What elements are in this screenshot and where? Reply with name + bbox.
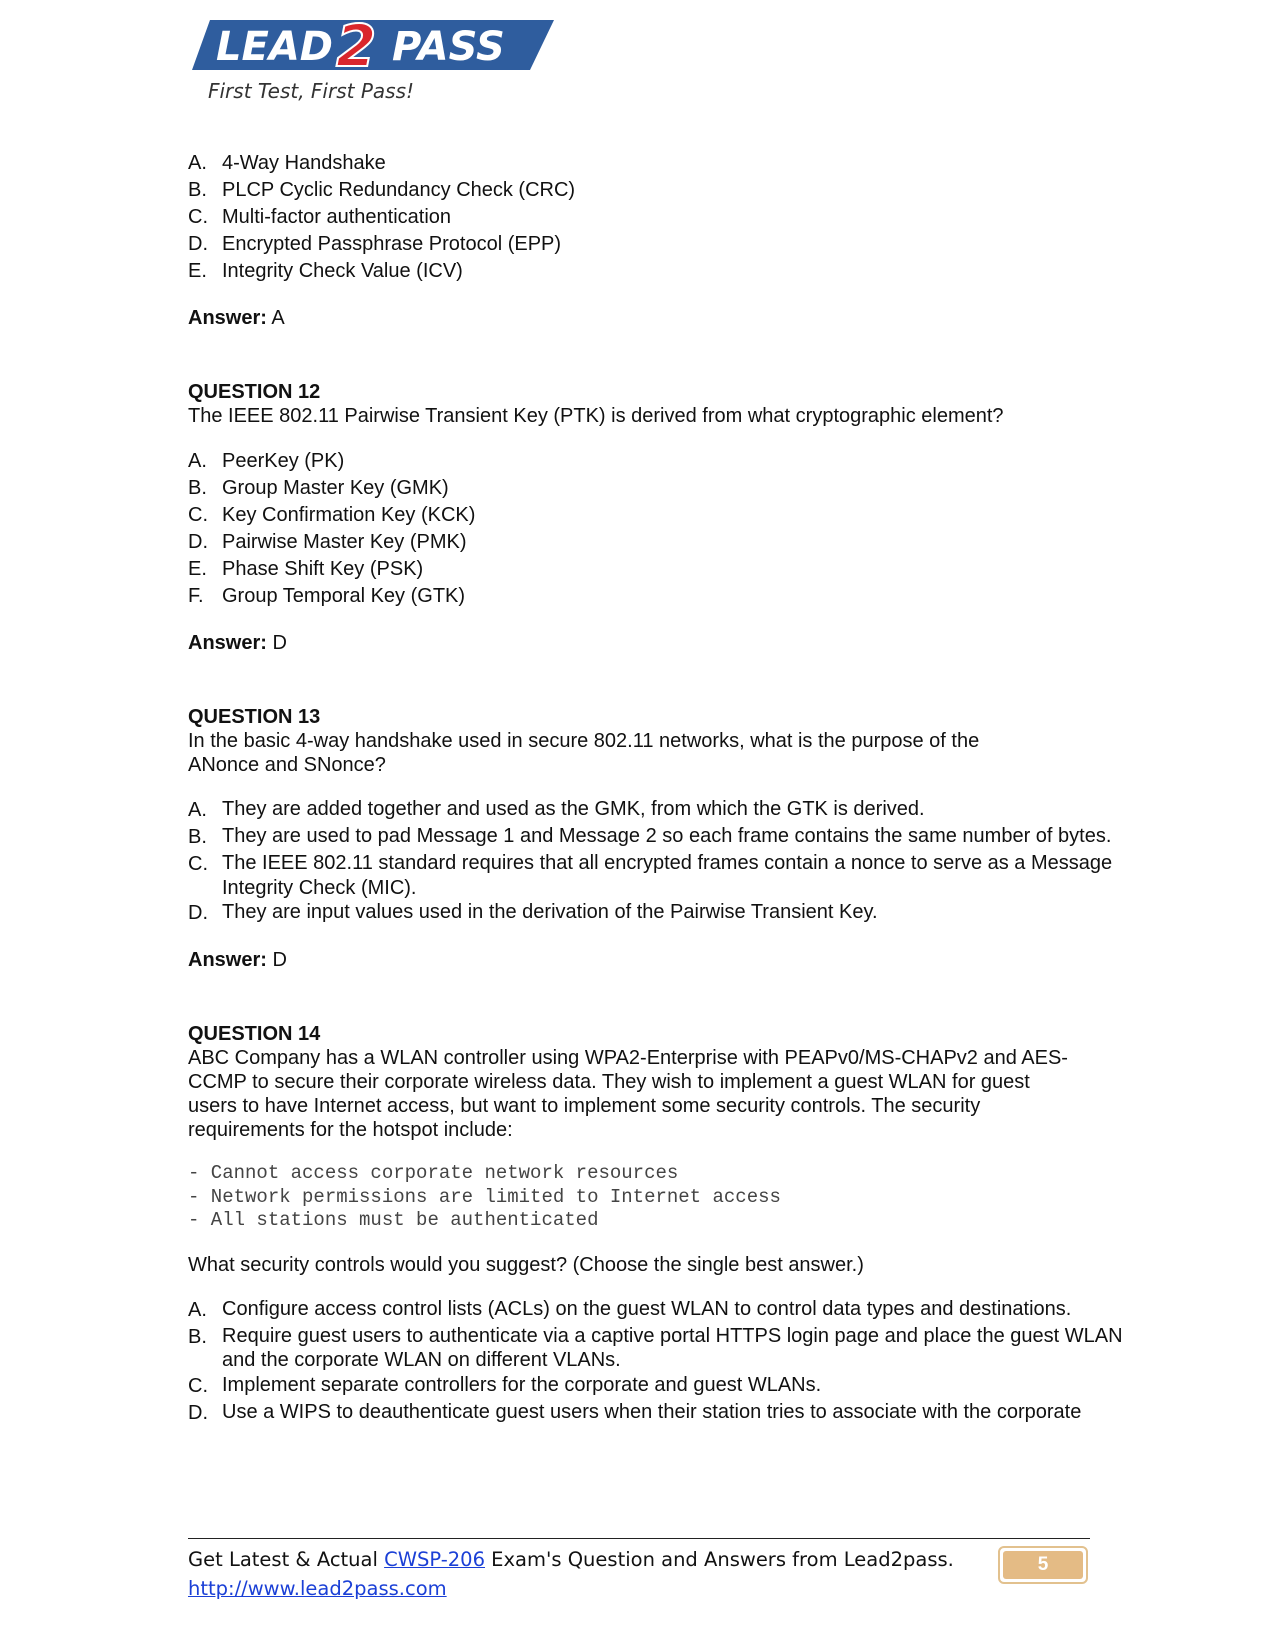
q12-option-d: D. Pairwise Master Key (PMK)	[188, 531, 467, 553]
q14-title: QUESTION 14	[188, 1023, 321, 1045]
requirement-line: - Cannot access corporate network resources	[188, 1162, 679, 1184]
q12-answer	[188, 630, 1138, 657]
q12-title: QUESTION 12	[188, 381, 321, 403]
q11-option-e: E. Integrity Check Value (ICV)	[188, 260, 463, 282]
q13-title: QUESTION 13	[188, 706, 321, 728]
q11-answer	[188, 305, 1138, 332]
q13-option-d: D. They are input values used in the derivation of the Pairwise Transient Key.	[188, 901, 878, 924]
logo-tagline: First Test, First Pass!	[208, 79, 415, 103]
q14-prompt: What security controls would you suggest? (Choose the single best answer.)	[188, 1253, 864, 1276]
q12-option-a: A. PeerKey (PK)	[188, 450, 345, 472]
logo-graphic	[192, 8, 582, 108]
q12-option-e: E. Phase Shift Key (PSK)	[188, 558, 424, 580]
footer-prefix: Get Latest & Actual	[188, 1548, 385, 1571]
requirement-line: - Network permissions are limited to Internet access	[188, 1185, 781, 1208]
q13-answer	[188, 947, 1138, 974]
footer-suffix: Exam's Question and Answers from Lead2pass.	[484, 1548, 954, 1571]
q11-options	[188, 150, 1138, 285]
page-number-badge	[998, 1546, 1088, 1584]
q12-option-f: F. Group Temporal Key (GTK)	[188, 585, 466, 607]
page-number: 5	[1003, 1551, 1083, 1579]
logo-lead-text: LEAD	[216, 24, 333, 70]
requirement-line: - All stations must be authenticated	[188, 1209, 599, 1231]
lead2pass-logo	[192, 8, 582, 108]
q14-option-a: A. Configure access control lists (ACLs) on the guest WLAN to control data types and destinations.	[188, 1297, 1072, 1321]
site-link[interactable]: http://www.lead2pass.com	[188, 1577, 447, 1600]
page-content	[188, 150, 1138, 1427]
q11-option-a: A. 4-Way Handshake	[188, 152, 386, 174]
q13-option-b: B. They are used to pad Message 1 and Message 2 so each frame contains the same number of bytes.	[188, 825, 1112, 848]
exam-link[interactable]: CWSP-206	[384, 1548, 485, 1571]
footer-line	[188, 1545, 954, 1574]
q12-option-b: B. Group Master Key (GMK)	[188, 477, 449, 499]
answer-value: D	[266, 949, 287, 971]
q11-option-b: B. PLCP Cyclic Redundancy Check (CRC)	[188, 179, 576, 201]
q11-option-d: D. Encrypted Passphrase Protocol (EPP)	[188, 233, 562, 255]
q12-option-c: C. Key Confirmation Key (KCK)	[188, 504, 476, 526]
q13-option-c: C. The IEEE 802.11 standard requires that all encrypted frames contain a nonce to serve as a Message Integrity Check (MIC).	[188, 852, 1113, 899]
q13-text: In the basic 4-way handshake used in secure 802.11 networks, what is the purpose of the ANonce and SNonce?	[188, 730, 980, 776]
q11-option-c: C. Multi-factor authentication	[188, 206, 452, 228]
q13-options	[188, 797, 1138, 927]
footer-divider	[188, 1538, 1090, 1539]
answer-label: Answer:	[188, 949, 267, 971]
logo-pass-text: PASS	[392, 24, 505, 70]
answer-value: D	[266, 632, 287, 654]
answer-value: A	[266, 307, 285, 329]
q14-requirements	[188, 1162, 1138, 1233]
answer-label: Answer:	[188, 632, 267, 654]
logo-two-text: 2	[336, 12, 377, 80]
page-footer	[188, 1545, 954, 1603]
q14-text: ABC Company has a WLAN controller using WPA2-Enterprise with PEAPv0/MS-CHAPv2 and AES-CCMP to secure their corporate wireless data. They wish to implement a guest WLAN for guest users to have Internet access, but want to implement some security controls. The security requirements for the hotspot include:	[188, 1047, 1068, 1141]
q12-text: The IEEE 802.11 Pairwise Transient Key (PTK) is derived from what cryptographic element?	[188, 405, 1004, 427]
q14-options	[188, 1297, 1138, 1427]
q14-option-c: C. Implement separate controllers for the corporate and guest WLANs.	[188, 1373, 822, 1397]
q13-option-a: A. They are added together and used as the GMK, from which the GTK is derived.	[188, 798, 925, 821]
q14-option-d: D. Use a WIPS to deauthenticate guest users when their station tries to associate with the corporate	[188, 1400, 1082, 1424]
q12-options	[188, 448, 1138, 610]
q14-option-b: B. Require guest users to authenticate via a captive portal HTTPS login page and place the guest WLAN and the corporate WLAN on different VLANs.	[188, 1324, 1123, 1371]
answer-label: Answer:	[188, 307, 267, 329]
